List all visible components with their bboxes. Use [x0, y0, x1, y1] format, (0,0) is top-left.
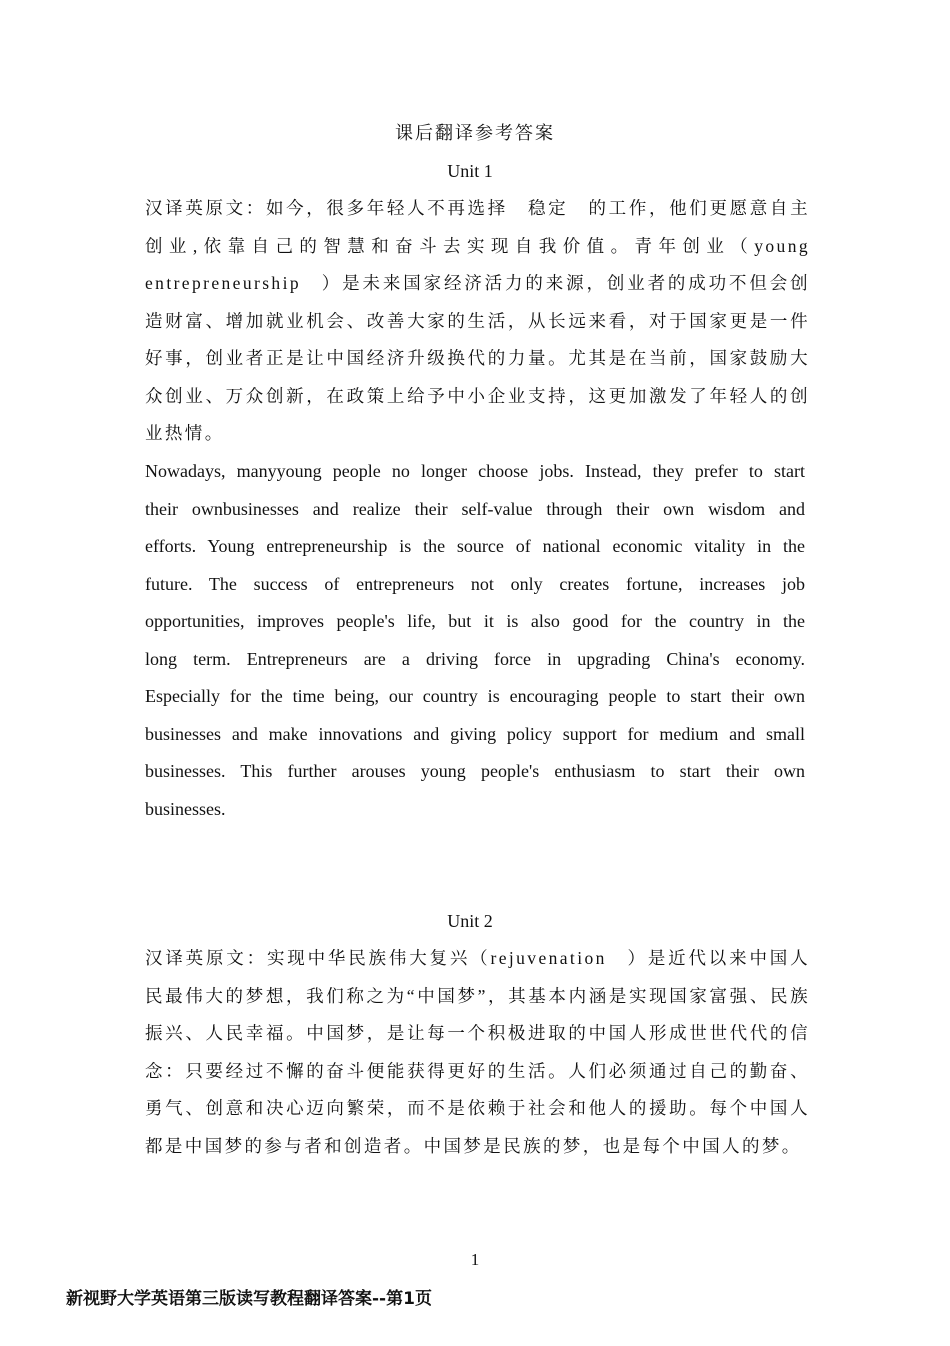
unit-2-chinese-source: 汉译英原文：实现中华民族伟大复兴（rejuvenation ）是近代以来中国人民最伟大的梦想，我们称之为“中国梦”，其基本内涵是实现国家富强、民族振兴、人民幸福。中国梦，是让每一个积极进取的中国人形成世世代代的信念：只要经过不懈的奋斗便能获得更好的生活。人们必须通过自己的勤奋、勇气、创意和决心迈向繁荣，而不是依赖于社会和他人的援助。每个中国人都是中国梦的参与者和创造者。中国梦是民族的梦，也是每个中国人的梦。 [145, 948, 810, 1156]
document-title: 课后翻译参考答案 [395, 123, 555, 143]
unit-1-english-translation: Nowadays, manyyoung people no longer choose jobs. Instead, they prefer to start their ownbusinesses and realize their self-value through their own wisdom and efforts. Young entrepreneurship is the source of national economic vitality in the future. The success of entrepreneurs not only creates fortune, increases job opportunities, improves people's life, but it is also good for the country in the long term. Entrepreneurs are a driving force in upgrading China's economy. Especially for the time being, our country is encouraging people to start their own businesses and make innovations and giving policy support for medium and small businesses. This further arouses young people's enthusiasm to start their own businesses. [145, 461, 805, 819]
unit-2-heading: Unit 2 [447, 911, 493, 931]
footer-caption: 新视野大学英语第三版读写教程翻译答案--第1页 [66, 1289, 432, 1309]
unit-1-heading: Unit 1 [447, 161, 493, 181]
page-number: 1 [470, 1250, 480, 1269]
unit-1-chinese-source: 汉译英原文：如今，很多年轻人不再选择 稳定 的工作，他们更愿意自主创业,依靠自己的智慧和奋斗去实现自我价值。青年创业（young entrepreneurship ）是未来国家经济活力的来源，创业者的成功不但会创造财富、增加就业机会、改善大家的生活，从长远来看，对于国家更是一件好事，创业者正是让中国经济升级换代的力量。尤其是在当前，国家鼓励大众创业、万众创新，在政策上给予中小企业支持，这更加激发了年轻人的创业热情。 [145, 198, 810, 443]
